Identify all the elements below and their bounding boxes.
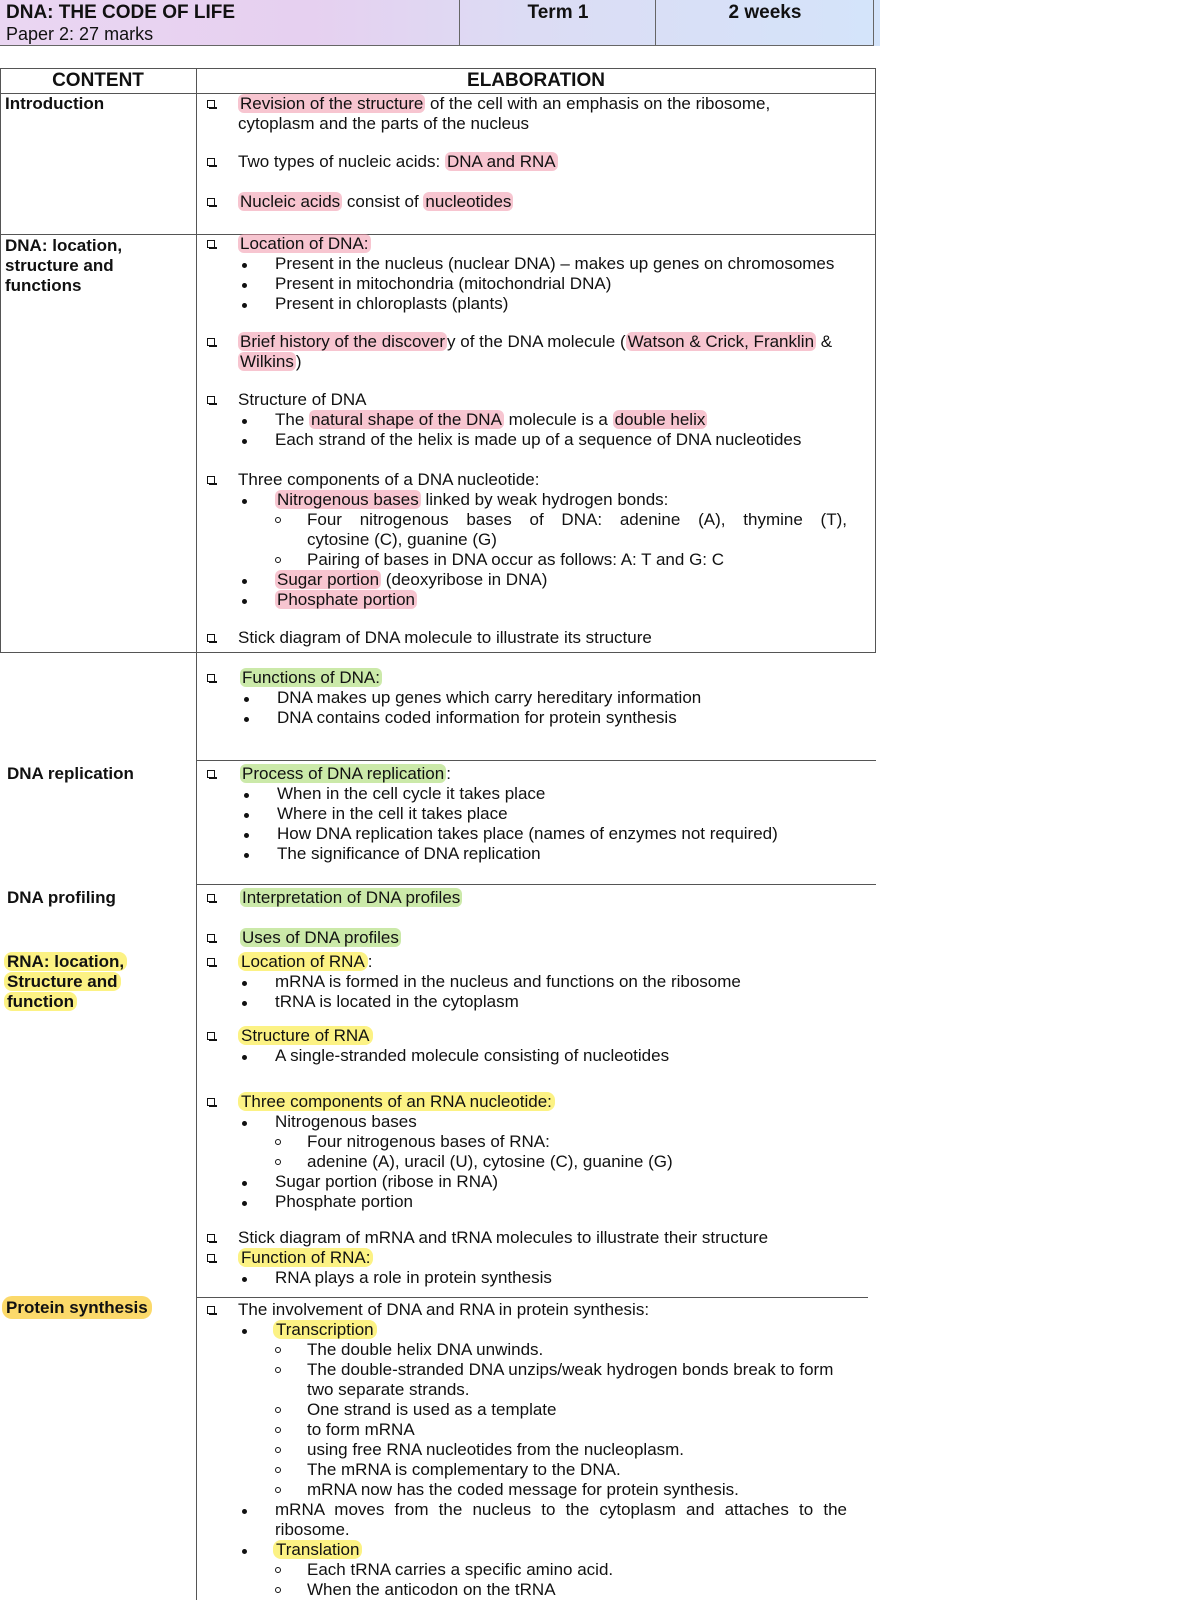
highlight-text: Wilkins — [240, 352, 294, 371]
item-text: (deoxyribose in DNA) — [381, 570, 548, 589]
circle-bullet-icon — [275, 1467, 281, 1473]
checkbox-square-icon — [207, 396, 215, 404]
item-text: Each tRNA carries a specific amino acid. — [307, 1560, 614, 1579]
item-text: A single-stranded molecule consisting of nucleotides — [275, 1046, 670, 1065]
item-text: ribosome. — [275, 1520, 350, 1539]
elaboration-item — [273, 1540, 362, 1560]
highlight-text: Phosphate portion — [277, 590, 415, 609]
bullet-dot-icon — [242, 1181, 247, 1186]
bullet-dot-icon — [244, 833, 249, 838]
checkbox-square-icon — [207, 674, 215, 682]
bullet-dot-icon — [244, 717, 249, 722]
circle-bullet-icon — [275, 1139, 281, 1145]
topic-label: Protein synthesis — [2, 1296, 152, 1319]
topic-protein-synthesis — [2, 1298, 152, 1318]
bullet-dot-icon — [242, 499, 247, 504]
bullet-dot-icon — [242, 981, 247, 986]
checkbox-square-icon — [207, 634, 215, 642]
elaboration-item — [275, 570, 547, 590]
item-text: How DNA replication takes place (names of enzymes not required) — [277, 824, 778, 843]
paper-marks: Paper 2: 27 marks — [6, 24, 154, 44]
item-text: Present in mitochondria (mitochondrial DNA) — [275, 274, 612, 293]
topic-line: function — [4, 992, 77, 1011]
item-text: cytoplasm and the parts of the nucleus — [238, 114, 530, 133]
highlight-text: Functions of DNA: — [242, 668, 380, 687]
elaboration-item — [238, 192, 513, 212]
bullet-dot-icon — [244, 793, 249, 798]
document-title: DNA: THE CODE OF LIFE — [6, 2, 236, 23]
topic-dna-profiling: DNA profiling — [7, 888, 116, 907]
item-text: Pairing of bases in DNA occur as follows: A: T and G: C — [307, 550, 725, 569]
item-text: Nitrogenous bases — [275, 1112, 417, 1131]
checkbox-square-icon — [207, 240, 215, 248]
item-text: consist of — [342, 192, 424, 211]
item-text: adenine (A), uracil (U), cytosine (C), guanine (G) — [307, 1152, 673, 1171]
item-text: The involvement of DNA and RNA in protein synthesis: — [238, 1300, 650, 1319]
term-label: Term 1 — [527, 2, 589, 23]
highlight-text: Sugar portion — [277, 570, 380, 589]
circle-bullet-icon — [275, 1447, 281, 1453]
item-text: The mRNA is complementary to the DNA. — [307, 1460, 621, 1479]
bullet-dot-icon — [242, 1329, 247, 1334]
elaboration-item — [238, 152, 558, 172]
header-term-cell — [460, 0, 656, 46]
highlight-text: Structure of RNA — [238, 1026, 373, 1045]
table-right-border — [875, 68, 876, 652]
highlight-text: DNA and RNA — [446, 152, 556, 171]
topic-dna-replication: DNA replication — [7, 764, 134, 783]
topic-line: functions — [5, 276, 82, 295]
elaboration-item — [238, 1248, 373, 1268]
topic-line: Structure and — [4, 972, 121, 991]
item-text: The double-stranded DNA unzips/weak hydrogen bonds break to form — [307, 1360, 834, 1379]
row-border — [196, 760, 876, 761]
table-top-border — [0, 68, 876, 69]
bullet-dot-icon — [242, 1121, 247, 1126]
elaboration-item — [240, 888, 462, 908]
bullet-dot-icon — [242, 439, 247, 444]
highlight-text: natural shape of the DNA — [311, 410, 502, 429]
item-text: y of the DNA molecule ( — [447, 332, 626, 351]
circle-bullet-icon — [275, 1159, 281, 1165]
item-text: One strand is used as a template — [307, 1400, 557, 1419]
item-text: The — [275, 410, 310, 429]
item-text: The double helix DNA unwinds. — [307, 1340, 544, 1359]
item-text: When in the cell cycle it takes place — [277, 784, 546, 803]
bullet-dot-icon — [244, 697, 249, 702]
checkbox-square-icon — [207, 894, 215, 902]
highlight-text: Transcription — [273, 1320, 377, 1339]
checkbox-square-icon — [207, 198, 215, 206]
circle-bullet-icon — [275, 1427, 281, 1433]
checkbox-square-icon — [207, 1254, 215, 1262]
checkbox-square-icon — [207, 1234, 215, 1242]
highlight-text: Watson & Crick, Franklin — [627, 332, 815, 351]
circle-bullet-icon — [275, 517, 281, 523]
item-text: Four nitrogenous bases of DNA: adenine (A), thymine (T), — [307, 510, 847, 529]
item-text: Each strand of the helix is made up of a sequence of DNA nucleotides — [275, 430, 802, 449]
circle-bullet-icon — [275, 1487, 281, 1493]
elaboration-item — [238, 1092, 555, 1112]
checkbox-square-icon — [207, 1098, 215, 1106]
circle-bullet-icon — [275, 1567, 281, 1573]
circle-bullet-icon — [275, 1407, 281, 1413]
item-text: DNA makes up genes which carry hereditary information — [277, 688, 702, 707]
circle-bullet-icon — [275, 557, 281, 563]
bullet-dot-icon — [242, 599, 247, 604]
highlight-text: Uses of DNA profiles — [242, 928, 399, 947]
elaboration-item — [238, 352, 302, 372]
item-text: Phosphate portion — [275, 1192, 413, 1211]
item-text: Structure of DNA — [238, 390, 367, 409]
highlight-text: Location of DNA: — [240, 234, 369, 253]
bullet-dot-icon — [242, 579, 247, 584]
checkbox-square-icon — [207, 958, 215, 966]
highlight-text: Translation — [273, 1540, 362, 1559]
elaboration-item — [275, 590, 417, 610]
item-text: mRNA now has the coded message for protein synthesis. — [307, 1480, 739, 1499]
item-text: & — [816, 332, 833, 351]
bullet-dot-icon — [242, 1055, 247, 1060]
checkbox-square-icon — [207, 158, 215, 166]
item-text: Stick diagram of DNA molecule to illustrate its structure — [238, 628, 652, 647]
elaboration-column-header: ELABORATION — [467, 70, 605, 91]
highlight-text: Location of RNA — [238, 952, 368, 971]
highlight-text: Process of DNA replication — [242, 764, 445, 783]
bullet-dot-icon — [242, 1509, 247, 1514]
row-border — [0, 234, 876, 235]
elaboration-item — [238, 234, 371, 254]
item-text: mRNA moves from the nucleus to the cytoplasm and attaches to the — [275, 1500, 847, 1519]
elaboration-item — [238, 1026, 373, 1046]
elaboration-item — [238, 332, 832, 352]
highlight-text: double helix — [614, 410, 706, 429]
checkbox-square-icon — [207, 934, 215, 942]
item-text: ) — [295, 352, 302, 371]
checkbox-square-icon — [207, 770, 215, 778]
item-text: of the cell with an emphasis on the ribosome, — [425, 94, 771, 113]
header-title-cell — [0, 0, 460, 46]
column-divider — [196, 68, 197, 1600]
circle-bullet-icon — [275, 1367, 281, 1373]
item-text: tRNA is located in the cytoplasm — [275, 992, 519, 1011]
page-break-border — [0, 652, 876, 653]
content-column-header: CONTENT — [52, 70, 144, 91]
circle-bullet-icon — [275, 1347, 281, 1353]
bullet-dot-icon — [244, 853, 249, 858]
bullet-dot-icon — [242, 1201, 247, 1206]
bullet-dot-icon — [242, 283, 247, 288]
bullet-dot-icon — [242, 303, 247, 308]
bullet-dot-icon — [242, 263, 247, 268]
item-text: RNA plays a role in protein synthesis — [275, 1268, 552, 1287]
item-text: Four nitrogenous bases of RNA: — [307, 1132, 550, 1151]
elaboration-item — [240, 928, 401, 948]
item-text: : — [367, 952, 373, 971]
highlight-text: Function of RNA: — [238, 1248, 373, 1267]
highlight-text: Revision of the structure — [240, 94, 424, 113]
checkbox-square-icon — [207, 476, 215, 484]
topic-dna-location — [5, 236, 122, 296]
topic-introduction: Introduction — [5, 94, 105, 113]
highlight-text: Brief history of the discover — [240, 332, 446, 351]
item-text: : — [446, 764, 451, 783]
header-bottom-border — [0, 45, 874, 46]
item-text: linked by weak hydrogen bonds: — [420, 490, 669, 509]
highlight-text: Three components of an RNA nucleotide: — [238, 1092, 555, 1111]
checkbox-square-icon — [207, 338, 215, 346]
elaboration-item — [238, 952, 373, 972]
elaboration-item — [240, 764, 451, 784]
item-text: Two types of nucleic acids: — [238, 152, 445, 171]
elaboration-item — [238, 94, 770, 114]
highlight-text: Nitrogenous bases — [277, 490, 419, 509]
bullet-dot-icon — [242, 1277, 247, 1282]
item-text: Three components of a DNA nucleotide: — [238, 470, 540, 489]
item-text: cytosine (C), guanine (G) — [307, 530, 497, 549]
bullet-dot-icon — [242, 1549, 247, 1554]
item-text: two separate strands. — [307, 1380, 470, 1399]
item-text: DNA contains coded information for protein synthesis — [277, 708, 677, 727]
elaboration-item — [275, 410, 707, 430]
checkbox-square-icon — [207, 1032, 215, 1040]
item-text: to form mRNA — [307, 1420, 415, 1439]
item-text: using free RNA nucleotides from the nucleoplasm. — [307, 1440, 685, 1459]
highlight-text: Nucleic acids — [240, 192, 341, 211]
highlight-text: Interpretation of DNA profiles — [242, 888, 461, 907]
item-text: mRNA is formed in the nucleus and functions on the ribosome — [275, 972, 741, 991]
highlight-text: nucleotides — [425, 192, 512, 211]
checkbox-square-icon — [207, 1306, 215, 1314]
topic-rna-location — [4, 952, 127, 1012]
elaboration-item — [240, 668, 382, 688]
item-text: The significance of DNA replication — [277, 844, 541, 863]
item-text: Present in the nucleus (nuclear DNA) – makes up genes on chromosomes — [275, 254, 835, 273]
item-text: Where in the cell it takes place — [277, 804, 508, 823]
bullet-dot-icon — [242, 1001, 247, 1006]
item-text: molecule is a — [503, 410, 613, 429]
item-text: Stick diagram of mRNA and tRNA molecules to illustrate their structure — [238, 1228, 769, 1247]
row-border — [196, 1297, 868, 1298]
topic-line: RNA: location, — [4, 952, 127, 971]
bullet-dot-icon — [244, 813, 249, 818]
table-left-border — [0, 68, 1, 652]
elaboration-item — [273, 1320, 377, 1340]
topic-line: DNA: location, — [5, 236, 123, 255]
row-border — [196, 884, 876, 885]
duration-label: 2 weeks — [728, 2, 802, 23]
header-duration-cell — [656, 0, 874, 46]
item-text: Present in chloroplasts (plants) — [275, 294, 509, 313]
bullet-dot-icon — [242, 419, 247, 424]
checkbox-square-icon — [207, 100, 215, 108]
circle-bullet-icon — [275, 1587, 281, 1593]
topic-line: structure and — [5, 256, 114, 275]
elaboration-item — [275, 490, 668, 510]
item-text: When the anticodon on the tRNA — [307, 1580, 556, 1599]
item-text: Sugar portion (ribose in RNA) — [275, 1172, 498, 1191]
